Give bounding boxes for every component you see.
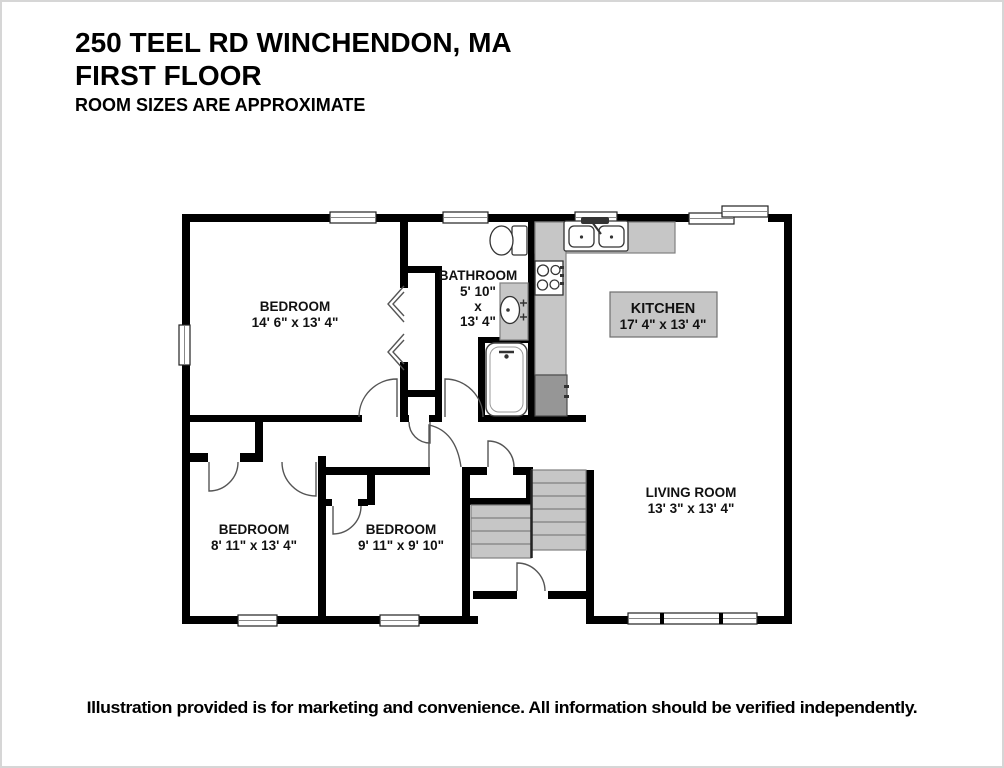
window <box>628 613 757 624</box>
door-swing <box>445 379 483 417</box>
window <box>238 615 277 626</box>
door-swing <box>517 563 545 591</box>
stove-icon <box>535 261 564 295</box>
room-name: BATHROOM <box>438 268 518 283</box>
room-name: KITCHEN <box>630 301 696 317</box>
refrigerator-icon <box>535 375 569 416</box>
size-note: ROOM SIZES ARE APPROXIMATE <box>75 95 366 115</box>
room-name: BEDROOM <box>259 299 331 314</box>
kitchen-sink-icon <box>564 217 628 251</box>
bathtub-icon <box>486 343 527 416</box>
room-dims: 14' 6" x 13' 4" <box>251 315 339 330</box>
kitchen-label <box>610 292 717 337</box>
room-dims: x <box>474 299 482 314</box>
room-dims: 9' 11" x 9' 10" <box>357 538 445 553</box>
room-name: BEDROOM <box>218 522 290 537</box>
window <box>330 212 376 223</box>
vanity-sink-icon <box>500 283 528 340</box>
address-title: 250 TEEL RD WINCHENDON, MA <box>75 27 512 58</box>
toilet-icon <box>490 226 527 255</box>
room-name: BEDROOM <box>365 522 437 537</box>
window <box>179 325 190 365</box>
door-swing <box>409 422 430 443</box>
bedroom-left-label <box>211 522 297 553</box>
bedroom-middle-label <box>358 522 444 553</box>
door-swing <box>429 425 461 467</box>
floor-title: FIRST FLOOR <box>75 60 262 91</box>
bifold-door-icon <box>388 286 404 370</box>
door-swing <box>282 462 316 496</box>
room-dims: 13' 4" <box>460 314 496 329</box>
door-swing <box>488 441 514 467</box>
bedroom-top-label <box>252 299 339 330</box>
room-dims: 17' 4" x 13' 4" <box>619 317 707 332</box>
window <box>443 212 488 223</box>
room-name: LIVING ROOM <box>645 485 737 500</box>
disclaimer-text: Illustration provided is for marketing and convenience. All information should be verified independently. <box>86 698 918 717</box>
window <box>380 615 419 626</box>
room-dims: 5' 10" <box>460 284 496 299</box>
room-dims: 13' 3" x 13' 4" <box>647 501 735 516</box>
door-swing <box>333 506 361 534</box>
room-dims: 8' 11" x 13' 4" <box>210 538 298 553</box>
door-swing <box>359 379 397 417</box>
door-swing <box>209 462 238 491</box>
window <box>722 206 768 217</box>
living-room-label <box>646 485 737 516</box>
